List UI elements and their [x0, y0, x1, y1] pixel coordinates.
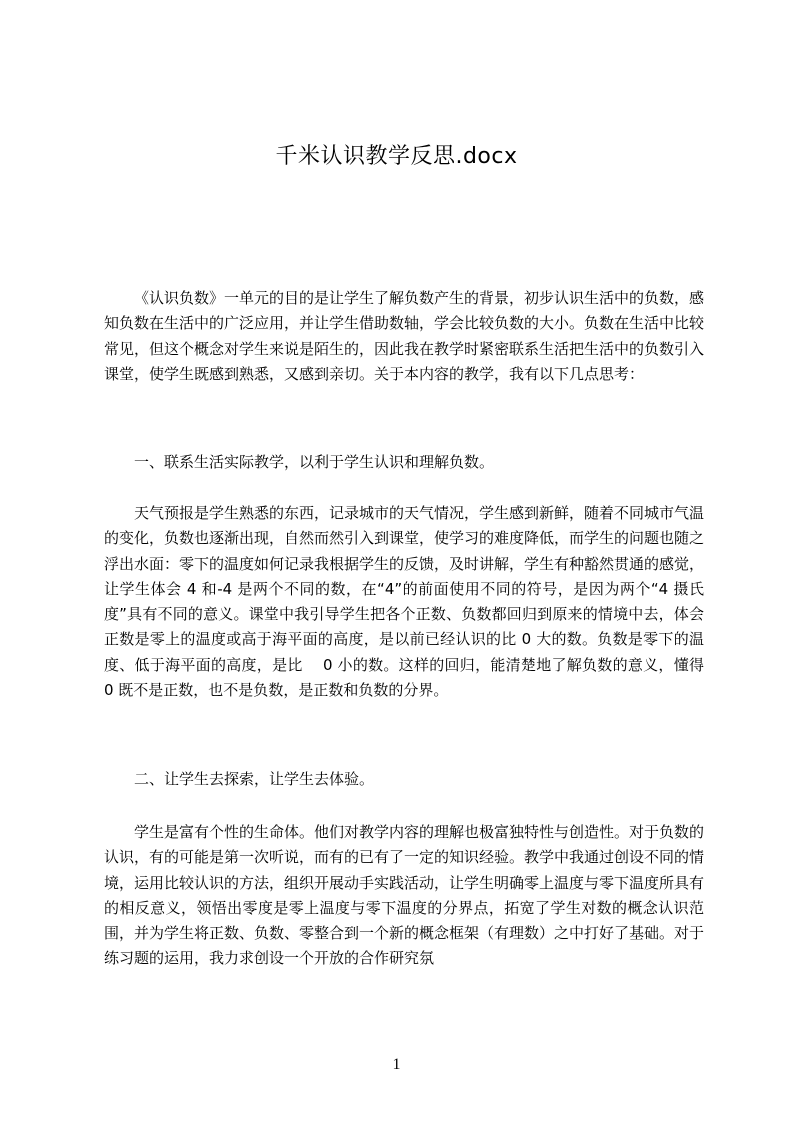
page-number: 1	[392, 1056, 401, 1073]
intro-paragraph: 《认识负数》一单元的目的是让学生了解负数产生的背景，初步认识生活中的负数，感知负数在生活中的广泛应用，并让学生借助数轴，学会比较负数的大小。负数在生活中比较常见，但这个概念对学生来说是陌生的，因此我在教学时紧密联系生活把生活中的负数引入课堂，使学生既感到熟悉，又感到亲切。关于本内容的教学，我有以下几点思考：	[104, 289, 705, 383]
document-title: 千米认识教学反思.docx	[275, 144, 518, 169]
section-body-2: 学生是富有个性的生命体。他们对教学内容的理解也极富独特性与创造性。对于负数的认识，有的可能是第一次听说，而有的已有了一定的知识经验。教学中我通过创设不同的情境，运用比较认识的方法，组织开展动手实践活动，让学生明确零上温度与零下温度所具有的相反意义，领悟出零度是零上温度与零下温度的分界点，拓宽了学生对数的概念认识范围，并为学生将正数、负数、零整合到一个新的概念框架（有理数）之中打好了基础。对于练习题的运用，我力求创设一个开放的合作研究氛	[104, 823, 705, 968]
section-heading-2: 二、让学生去探索，让学生去体验。	[134, 770, 375, 788]
section-body-1: 天气预报是学生熟悉的东西，记录城市的天气情况，学生感到新鲜，随着不同城市气温的变化，负数也逐渐出现，自然而然引入到课堂，使学习的难度降低，而学生的问题也随之浮出水面：零下的温度如何记录我根据学生的反馈，及时讲解，学生有种豁然贯通的感觉，让学生体会 4 和-4 是两个不同的数，在“4”的前面使用不同的符号，是因为两个“4 摄氏度”具有不同的意义。课堂中我引导学生把各个正数、负数都回归到原来的情境中去，体会正数是零上的温度或高于海平面的高度，是以前已经认识的比 0 大的数。负数是零下的温度、低于海平面的高度，是比 0 小的数。这样的回归，能清楚地了解负数的意义，懂得 0 既不是正数，也不是负数，是正数和负数的分界。	[104, 504, 705, 700]
section-heading-1: 一、联系生活实际教学，以利于学生认识和理解负数。	[134, 453, 495, 471]
